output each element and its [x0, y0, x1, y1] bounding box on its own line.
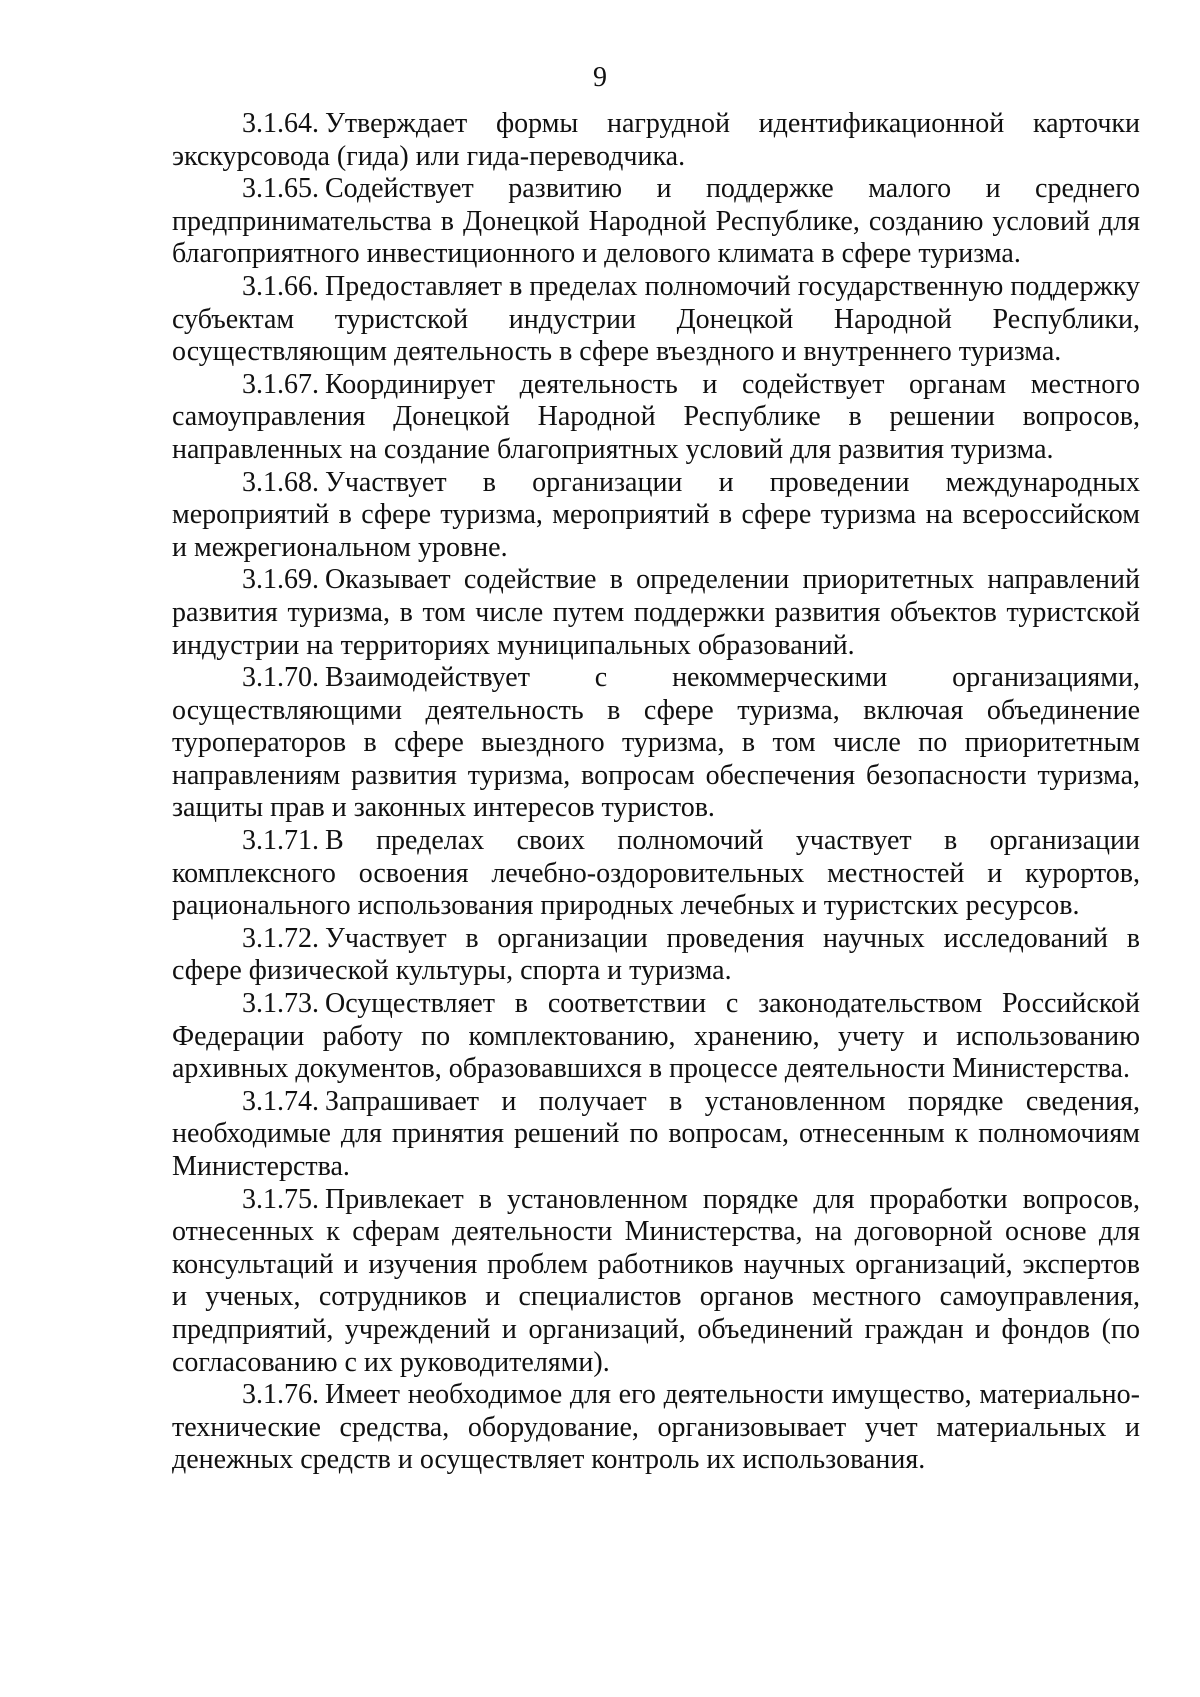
clause-3-1-70 — [172, 662, 1140, 825]
clause-text: Содействует развитию и поддержке малого и среднего предпринимательства в Донецкой Народной Республике, созданию условий для благоприятного инвестиционного и делового климата в сфере туризма. — [172, 173, 1140, 270]
clause-3-1-64 — [172, 108, 1140, 173]
clause-3-1-74 — [172, 1086, 1140, 1184]
clause-3-1-72 — [172, 923, 1140, 988]
clause-number: 3.1.76. — [242, 1379, 319, 1411]
clause-3-1-67 — [172, 369, 1140, 467]
clause-number: 3.1.64. — [242, 108, 319, 139]
clause-text: Имеет необходимое для его деятельности имущество, материально-технические средства, оборудование, организовывает учет материальных и денежных средств и осуществляет контроль их использования. — [172, 1379, 1140, 1476]
clause-text: Взаимодействует с некоммерческими организациями, осуществляющими деятельность в сфере туризма, включая объединение туроператоров в сфере выездного туризма, в том числе по приоритетным направлениям развития туризма, вопросам обеспечения безопасности туризма, защиты прав и законных интересов туристов. — [172, 662, 1140, 824]
clause-3-1-76 — [172, 1379, 1140, 1477]
clause-number: 3.1.68. — [242, 466, 319, 498]
clause-number: 3.1.67. — [242, 368, 319, 400]
document-body — [172, 108, 1140, 1477]
clause-number: 3.1.73. — [242, 988, 319, 1020]
clause-number: 3.1.70. — [242, 662, 319, 694]
clause-text: Предоставляет в пределах полномочий государственную поддержку субъектам туристской индустрии Донецкой Народной Республики, осуществляющим деятельность в сфере въездного и внутреннего туризма. — [172, 270, 1140, 368]
clause-3-1-69 — [172, 564, 1140, 662]
clause-text: Участвует в организации и проведении международных мероприятий в сфере туризма, мероприятий в сфере туризма на всероссийском и межрегиональном уровне. — [172, 466, 1140, 563]
clause-text: Привлекает в установленном порядке для проработки вопросов, отнесенных к сферам деятельности Министерства, на договорной основе для консультаций и изучения проблем работников научных организаций, экспертов и ученых, сотрудников и специалистов органов местного самоуправления, предприятий, учреждений и организаций, объединений граждан и фондов (по согласованию с их руководителями). — [172, 1183, 1140, 1378]
clause-number: 3.1.69. — [242, 564, 319, 596]
clause-text: Координирует деятельность и содействует органам местного самоуправления Донецкой Народной Республике в решении вопросов, направленных на создание благоприятных условий для развития туризма. — [172, 368, 1140, 465]
clause-3-1-65 — [172, 173, 1140, 271]
clause-text: Оказывает содействие в определении приоритетных направлений развития туризма, в том числе путем поддержки развития объектов туристской индустрии на территориях муниципальных образований. — [172, 564, 1140, 661]
clause-3-1-75 — [172, 1184, 1140, 1380]
clause-text: В пределах своих полномочий участвует в организации комплексного освоения лечебно-оздоровительных местностей и курортов, рационального использования природных лечебных и туристских ресурсов. — [172, 825, 1140, 922]
clause-3-1-68 — [172, 467, 1140, 565]
page-number: 9 — [593, 62, 607, 93]
clause-number: 3.1.71. — [242, 825, 319, 857]
clause-number: 3.1.75. — [242, 1183, 319, 1215]
clause-number: 3.1.66. — [242, 270, 319, 302]
clause-text: Запрашивает и получает в установленном порядке сведения, необходимые для принятия решений по вопросам, отнесенным к полномочиям Министерства. — [172, 1085, 1140, 1182]
clause-text: Участвует в организации проведения научных исследований в сфере физической культуры, спорта и туризма. — [172, 922, 1140, 987]
clause-text: Утверждает формы нагрудной идентификационной карточки экскурсовода (гида) или гида-переводчика. — [172, 108, 1140, 172]
clause-text: Осуществляет в соответствии с законодательством Российской Федерации работу по комплектованию, хранению, учету и использованию архивных документов, образовавшихся в процессе деятельности Министерства. — [172, 988, 1140, 1085]
clause-3-1-66 — [172, 271, 1140, 369]
clause-3-1-71 — [172, 825, 1140, 923]
clause-3-1-73 — [172, 988, 1140, 1086]
clause-number: 3.1.65. — [242, 173, 319, 205]
clause-number: 3.1.74. — [242, 1085, 319, 1117]
clause-number: 3.1.72. — [242, 922, 319, 954]
